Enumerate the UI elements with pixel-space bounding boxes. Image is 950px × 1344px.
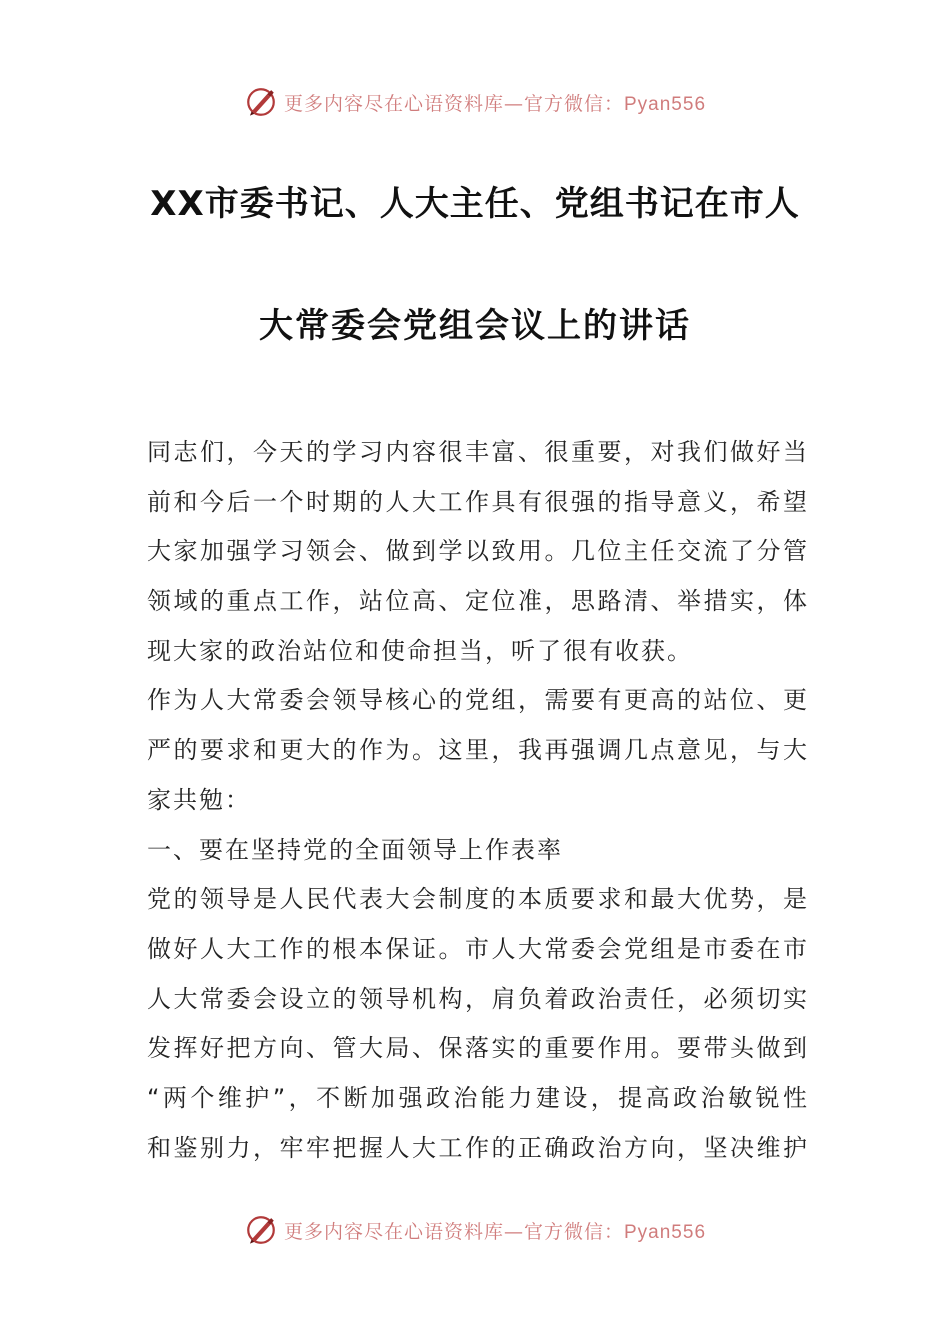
body-line: 发挥好把方向、管大局、保落实的重要作用。要带头做到	[147, 1034, 807, 1063]
body-line: 人大常委会设立的领导机构，肩负着政治责任，必须切实	[147, 984, 807, 1013]
watermark-label: 更多内容尽在心语资料库—官方微信：	[283, 1220, 624, 1243]
document-title-line-1: XX市委书记、人大主任、党组书记在市人	[150, 184, 800, 224]
watermark-text	[284, 89, 706, 116]
body-line: 家共勉：	[147, 785, 251, 814]
section-heading: 一、要在坚持党的全面领导上作表率	[147, 835, 563, 864]
pen-logo-icon	[244, 85, 278, 119]
document-title-line-2: 大常委会党组会议上的讲话	[259, 306, 691, 346]
pen-logo-icon	[244, 1213, 278, 1247]
body-line: 党的领导是人民代表大会制度的本质要求和最大优势，是	[147, 885, 807, 914]
document-body	[147, 428, 807, 1173]
body-line: 现大家的政治站位和使命担当，听了很有收获。	[147, 636, 693, 665]
body-line: 严的要求和更大的作为。这里，我再强调几点意见，与大	[147, 736, 807, 765]
wechat-id: Pyan556	[624, 1221, 707, 1243]
watermark-label: 更多内容尽在心语资料库—官方微信：	[283, 92, 624, 115]
body-line: 同志们，今天的学习内容很丰富、很重要，对我们做好当	[147, 438, 807, 466]
body-line: 领域的重点工作，站位高、定位准，思路清、举措实，体	[147, 587, 807, 616]
watermark-text	[284, 1217, 706, 1244]
body-line: 和鉴别力，牢牢把握人大工作的正确政治方向，坚决维护	[147, 1133, 807, 1162]
body-line: 前和今后一个时期的人大工作具有很强的指导意义，希望	[147, 487, 807, 516]
footer-watermark	[0, 1210, 950, 1250]
body-line: 作为人大常委会领导核心的党组，需要有更高的站位、更	[147, 686, 807, 715]
header-watermark	[0, 82, 950, 122]
body-line: 大家加强学习领会、做到学以致用。几位主任交流了分管	[147, 537, 807, 566]
wechat-id: Pyan556	[624, 93, 707, 115]
body-line: “两个维护”，不断加强政治能力建设，提高政治敏锐性	[147, 1083, 807, 1112]
body-line: 做好人大工作的根本保证。市人大常委会党组是市委在市	[147, 934, 807, 963]
